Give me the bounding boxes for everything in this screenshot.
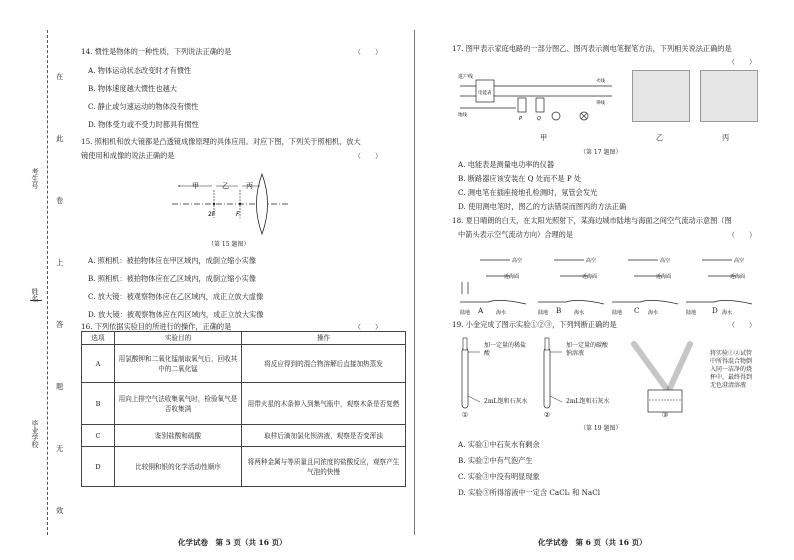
svg-text:近海面: 近海面 [582, 274, 598, 280]
zone2-label: 乙 [222, 182, 229, 190]
table-cell-option: B [82, 383, 115, 425]
label-q: Q [537, 116, 541, 122]
svg-text:高空: 高空 [512, 258, 523, 264]
exp2-add-label: 加一定量的碳酸钠溶液 [566, 342, 609, 357]
svg-text:近海面: 近海面 [656, 274, 672, 280]
q16-table [81, 331, 406, 487]
f-label: F [236, 211, 240, 218]
twof-label: 2F [208, 211, 216, 218]
svg-text:陆地: 陆地 [612, 310, 623, 316]
seal-char: 上 [56, 258, 64, 267]
side-label-school: 毕业学校 [31, 420, 39, 448]
panel-a [460, 257, 526, 316]
panel-d [686, 257, 752, 316]
seal-char: 效 [56, 506, 64, 515]
q17-sub-label: 乙 [656, 133, 664, 142]
beaker [648, 390, 682, 412]
q18-option-c: C [634, 306, 640, 315]
table-cell-option: A [82, 345, 115, 383]
q19-option-d: D. 实验③所得溶液中一定含 CaCl₂ 和 NaCl [458, 488, 601, 497]
q15-stem-line1: 15. 照相机和放大镜都是凸透镜成像原理的具体应用。对应下图，下列关于照相机、放大 [81, 137, 361, 146]
svg-text:近海面: 近海面 [504, 274, 520, 280]
table-header: 操作 [242, 332, 406, 345]
q15-answer-bracket: （ ） [354, 152, 382, 160]
q14-stem: 14. 惯性是物体的一种性质，下列说法正确的是 [81, 47, 232, 56]
table-row [82, 345, 406, 383]
pen-grip-photo-b [632, 70, 690, 122]
q14-answer-bracket: （ ） [354, 48, 382, 56]
q15-stem-line2: 镜使用和成像的说法正确的是 [81, 151, 175, 160]
left-page-footer: 化学试卷 第 5 页（共 16 页） [178, 538, 287, 547]
table-header-row [82, 332, 406, 345]
air-flow-diagrams [456, 246, 756, 320]
table-cell-operation: 取样后滴加氯化钡溶液，观察是否变浑浊 [242, 425, 406, 447]
dropper-1 [463, 338, 467, 350]
label-fire: 火线 [596, 79, 605, 84]
q14-option-c: C. 静止或匀速运动的物体没有惯性 [88, 102, 199, 111]
table-cell-goal: 鉴别盐酸和硫酸 [115, 425, 242, 447]
table-cell-operation: 用带火星的木条伸入到集气瓶中，观察木条是否复燃 [242, 383, 406, 425]
q17-option-a: A. 电能表是测量电功率的仪器 [458, 160, 555, 169]
q17-option-c: C. 测电笔在插座接地孔检测时，氖管会发光 [458, 188, 598, 197]
tube-2 [544, 338, 562, 408]
exp1-add-label: 加一定量的稀盐酸 [484, 342, 527, 357]
table-row [82, 425, 406, 447]
table-cell-operation: 将反应得到的混合物溶解后直接加热蒸发 [242, 345, 406, 383]
panel-b [538, 257, 604, 316]
q16-answer-bracket: （ ） [354, 323, 382, 331]
table-row [82, 447, 406, 487]
q14-option-a: A. 物体运动状态改变时才有惯性 [88, 66, 192, 75]
svg-text:海水: 海水 [648, 310, 659, 316]
svg-text:高空: 高空 [586, 258, 597, 264]
svg-text:高空: 高空 [660, 258, 671, 264]
right-page-footer: 化学试卷 第 6 页（共 16 页） [538, 538, 647, 547]
q15-option-a: A. 照相机：被拍物体应在甲区域内，成倒立缩小实像 [88, 256, 256, 265]
svg-text:海水: 海水 [496, 310, 507, 316]
label-earth: 地线 [458, 113, 467, 118]
q18-answer-bracket: （ ） [728, 231, 756, 239]
pouring-tubes [634, 344, 690, 412]
seal-char: 卷 [56, 196, 64, 205]
page-divider [414, 30, 415, 535]
q18-stem-line1: 18. 夏日晴朗的白天，在太阳光照射下，某海边城市陆地与海面之间空气流动示意图（图 [452, 216, 732, 225]
table-cell-operation: 将两种金属与等质量且同浓度的盐酸反应，观察产生气泡的快慢 [242, 447, 406, 487]
table-cell-goal: 用氯酸钾和二氧化锰制取氧气后，回收其中的二氧化锰 [115, 345, 242, 383]
table-row [82, 383, 406, 425]
q15-option-c: C. 放大镜：被观察物体应在乙区域内，成正立放大虚像 [88, 292, 264, 301]
svg-text:陆地: 陆地 [538, 310, 549, 316]
q19-answer-bracket: （ ） [728, 321, 756, 329]
svg-text:海水: 海水 [722, 310, 733, 316]
seal-char: 答 [56, 320, 64, 329]
dropper-2 [545, 338, 549, 350]
zone1-label: 甲 [192, 182, 199, 190]
binding-dashed-line [47, 30, 48, 535]
svg-text:近海面: 近海面 [730, 274, 746, 280]
exp1-base-label: 2mL饱和石灰水 [484, 398, 528, 405]
label-p: P [519, 116, 523, 122]
q17-answer-bracket: （ ） [728, 58, 756, 66]
motor-symbol [552, 112, 560, 120]
table-cell-option: C [82, 425, 115, 447]
side-underline [30, 300, 42, 301]
label-live: 进户线 [458, 74, 474, 80]
household-circuit-diagram [456, 72, 616, 130]
q15-caption: （第 15 题图） [208, 241, 250, 248]
exp2-base-label: 2mL饱和石灰水 [566, 398, 610, 405]
seal-char: 题 [56, 382, 64, 391]
tube-1 [462, 338, 480, 408]
q17-stem: 17. 图甲表示家庭电路的一部分图乙、图丙表示测电笔握笔方法，下列相关说法正确的是 [452, 44, 732, 53]
q14-option-d: D. 物体受力或不受力时都具有惯性 [88, 120, 199, 129]
label-meter: 电能表 [478, 91, 492, 96]
breaker-p [518, 98, 526, 112]
q16-stem: 16. 下列依据实验目的所进行的操作，正确的是 [81, 322, 232, 331]
q17-sub-label: 丙 [722, 133, 730, 142]
svg-text:海水: 海水 [574, 310, 585, 316]
q18-option-d: D [712, 306, 718, 315]
q19-option-b: B. 实验②中有气泡产生 [458, 456, 533, 465]
table-cell-option: D [82, 447, 115, 487]
q17-sub-label: 甲 [540, 133, 548, 142]
q19-caption: （第 19 题图） [580, 425, 622, 432]
q19-option-a: A. 实验①中石灰水有剩余 [458, 440, 540, 449]
side-label-name: 姓名 [31, 288, 39, 302]
seal-char: 此 [56, 134, 64, 143]
breaker-q [536, 98, 544, 112]
table-cell-goal: 用向上排空气法收集氧气时，检验氧气是否收集满 [115, 383, 242, 425]
table-cell-goal: 比较铜和银的化学活动性顺序 [115, 447, 242, 487]
zone3-label: 丙 [246, 182, 253, 190]
label-zero: 零线 [596, 101, 605, 106]
svg-text:高空: 高空 [734, 258, 745, 264]
svg-text:陆地: 陆地 [460, 310, 471, 316]
q18-option-a: A [478, 306, 484, 315]
seal-char: 无 [56, 444, 64, 453]
table-header: 实验目的 [115, 332, 242, 345]
exp3-note: 将实验①②试管中所得混合物倒入同一洁净的烧杯中，最终得到无色澄清溶液 [710, 350, 753, 389]
q18-option-b: B [556, 306, 562, 315]
marker-2: ② [544, 410, 551, 419]
panel-c [612, 257, 678, 316]
q17-option-d: D. 使用测电笔时，图乙的方法错误而图丙的方法正确 [458, 202, 627, 211]
marker-1: ① [462, 410, 469, 419]
table-header: 选项 [82, 332, 115, 345]
q19-stem: 19. 小金完成了图示实验①②③，下列判断正确的是 [452, 320, 617, 329]
q15-option-b: B. 照相机：被拍物体应在乙区域内，成倒立缩小实像 [88, 274, 256, 283]
q17-caption: （第 17 题图） [580, 149, 622, 156]
convex-lens-shape [257, 174, 268, 234]
q15-option-d: D. 放大镜：被观察物体应在丙区域内，成正立放大实像 [88, 310, 264, 319]
q14-option-b: B. 物体速度越大惯性也越大 [88, 84, 177, 93]
pen-grip-photo-c [700, 70, 758, 122]
q17-option-b: B. 断路器应该安装在 Q 处而不是 P 处 [458, 174, 582, 183]
q18-stem-line2: 中箭头表示空气流动方向）合理的是 [458, 230, 574, 239]
q19-option-c: C. 实验③中没有明显现象 [458, 472, 540, 481]
seal-char: 在 [56, 72, 64, 81]
side-label-exam-number: 考生号 [31, 168, 39, 189]
marker-3: ③ [662, 410, 669, 419]
svg-text:陆地: 陆地 [686, 310, 697, 316]
lens-figure [170, 168, 290, 238]
